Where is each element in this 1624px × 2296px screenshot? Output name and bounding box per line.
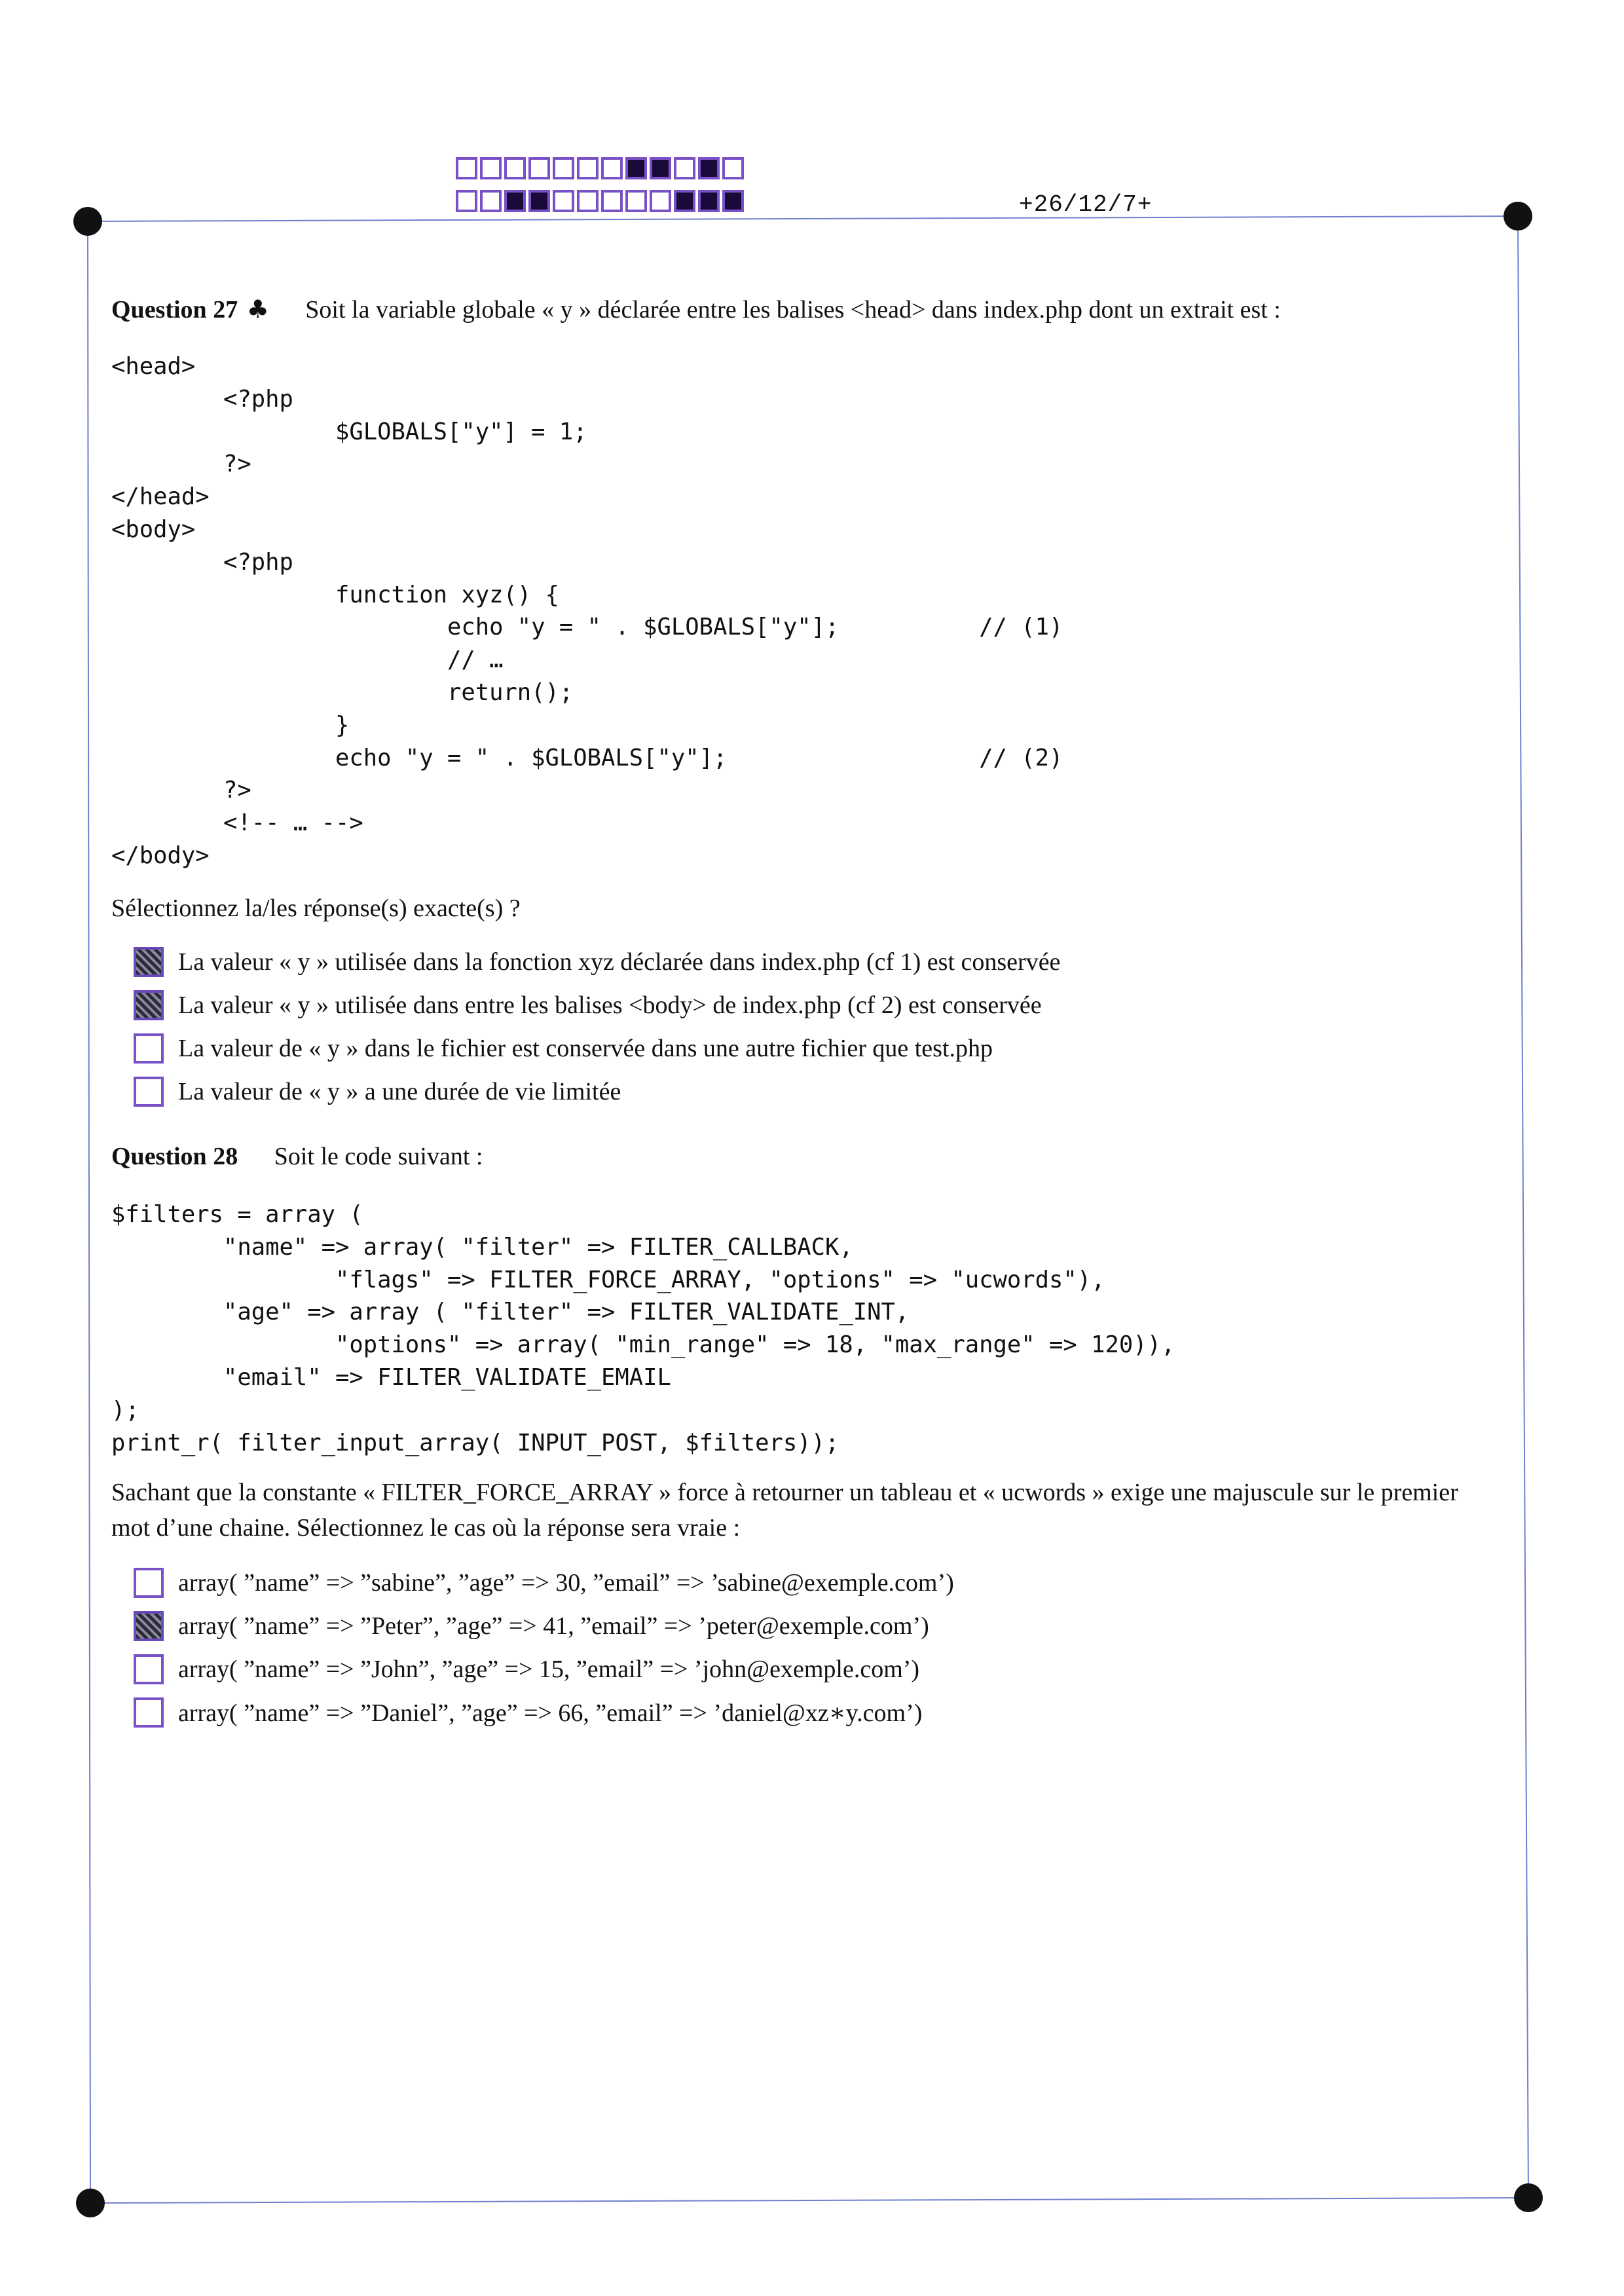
code-block-q28: $filters = array ( "name" => array( "filter" => FILTER_CALLBACK, "flags" => FILTER_FORCE_ARRAY, "options" => "ucwords"), "age" => array ( "filter" => FILTER_VALIDATE_INT, "options" => array( "min_range" => 18, "max_range" => 120)), "email" => FILTER_VALIDATE_EMAIL ); print_r( filter_input_array( INPUT_POST, $filters));	[111, 1201, 1175, 1456]
barcode-cell	[504, 190, 526, 212]
barcode-cell	[577, 190, 599, 212]
barcode-cell	[456, 190, 477, 212]
question-28-header	[111, 1142, 1513, 1171]
barcode-cell	[674, 157, 695, 179]
answer-label: La valeur de « y » a une durée de vie limitée	[178, 1078, 621, 1105]
question-number: Question 28	[111, 1143, 238, 1170]
question-27-prompt: Sélectionnez la/les réponse(s) exacte(s) ?	[111, 895, 521, 922]
barcode-cell	[722, 190, 744, 212]
barcode-cell	[625, 157, 647, 179]
page-code: +26/12/7+	[1019, 191, 1153, 218]
registration-mark-top-left	[73, 207, 102, 236]
barcode-cell	[504, 157, 526, 179]
answer-option	[134, 1561, 954, 1604]
question-statement: Soit la variable globale « y » déclarée entre les balises <head> dans index.php dont un extrait est :	[305, 296, 1281, 324]
barcode-cell	[553, 157, 574, 179]
barcode-cell	[456, 157, 477, 179]
barcode-row-1	[456, 157, 747, 179]
question-statement: Soit le code suivant :	[274, 1143, 483, 1170]
answer-checkbox[interactable]	[134, 947, 164, 977]
answer-checkbox[interactable]	[134, 1654, 164, 1684]
answer-label: La valeur « y » utilisée dans la fonction xyz déclarée dans index.php (cf 1) est conservée	[178, 948, 1061, 976]
answer-option	[134, 1648, 954, 1691]
club-icon: ♣	[246, 295, 269, 324]
registration-mark-bottom-left	[76, 2189, 105, 2217]
answers-q27	[134, 940, 1060, 1113]
answer-option	[134, 1691, 954, 1734]
question-28-prompt: Sachant que la constante « FILTER_FORCE_ARRAY » force à retourner un tableau et « ucwords » exige une majuscule sur le premier mot d’une chaine. Sélectionnez le cas où la réponse sera vraie :	[111, 1479, 1458, 1542]
barcode-cell	[698, 190, 720, 212]
barcode-cell	[480, 157, 502, 179]
barcode-cell	[528, 157, 550, 179]
barcode-cell	[674, 190, 695, 212]
barcode-cell	[528, 190, 550, 212]
answer-label: La valeur « y » utilisée dans entre les balises <body> de index.php (cf 2) est conservée	[178, 991, 1042, 1019]
answer-checkbox[interactable]	[134, 1611, 164, 1641]
answer-option	[134, 984, 1060, 1027]
answer-checkbox[interactable]	[134, 990, 164, 1020]
question-27-header	[111, 295, 1513, 324]
barcode-cell	[553, 190, 574, 212]
answer-option	[134, 1070, 1060, 1113]
barcode-cell	[625, 190, 647, 212]
barcode-cell	[722, 157, 744, 179]
answer-option	[134, 1027, 1060, 1070]
answer-label: array( ”name” => ”Daniel”, ”age” => 66, ”email” => ’daniel@xz∗y.com’)	[178, 1699, 923, 1727]
code-block-q27: <head> <?php $GLOBALS["y"] = 1; ?> </head> <body> <?php function xyz() { echo "y = " . $GLOBALS["y"]; // (1) // … return(); } echo "y = " . $GLOBALS["y"]; // (2) ?> <!-- … --> </body>	[111, 353, 1063, 869]
answer-label: array( ”name” => ”John”, ”age” => 15, ”email” => ’john@exemple.com’)	[178, 1656, 920, 1683]
barcode-row-2	[456, 190, 747, 212]
registration-mark-top-right	[1504, 202, 1532, 231]
answer-option	[134, 940, 1060, 984]
registration-mark-bottom-right	[1514, 2183, 1543, 2212]
question-number: Question 27	[111, 296, 238, 324]
answer-option	[134, 1604, 954, 1648]
answer-checkbox[interactable]	[134, 1077, 164, 1107]
answer-label: La valeur de « y » dans le fichier est conservée dans une autre fichier que test.php	[178, 1035, 993, 1062]
barcode-cell	[601, 157, 623, 179]
barcode-cell	[480, 190, 502, 212]
answer-checkbox[interactable]	[134, 1033, 164, 1064]
answer-label: array( ”name” => ”Peter”, ”age” => 41, ”email” => ’peter@exemple.com’)	[178, 1612, 929, 1640]
answer-checkbox[interactable]	[134, 1697, 164, 1728]
barcode-cell	[698, 157, 720, 179]
answer-label: array( ”name” => ”sabine”, ”age” => 30, ”email” => ’sabine@exemple.com’)	[178, 1569, 954, 1597]
answers-q28	[134, 1561, 954, 1734]
barcode-cell	[577, 157, 599, 179]
barcode-cell	[650, 190, 671, 212]
barcode-cell	[650, 157, 671, 179]
barcode-cell	[601, 190, 623, 212]
answer-checkbox[interactable]	[134, 1568, 164, 1598]
